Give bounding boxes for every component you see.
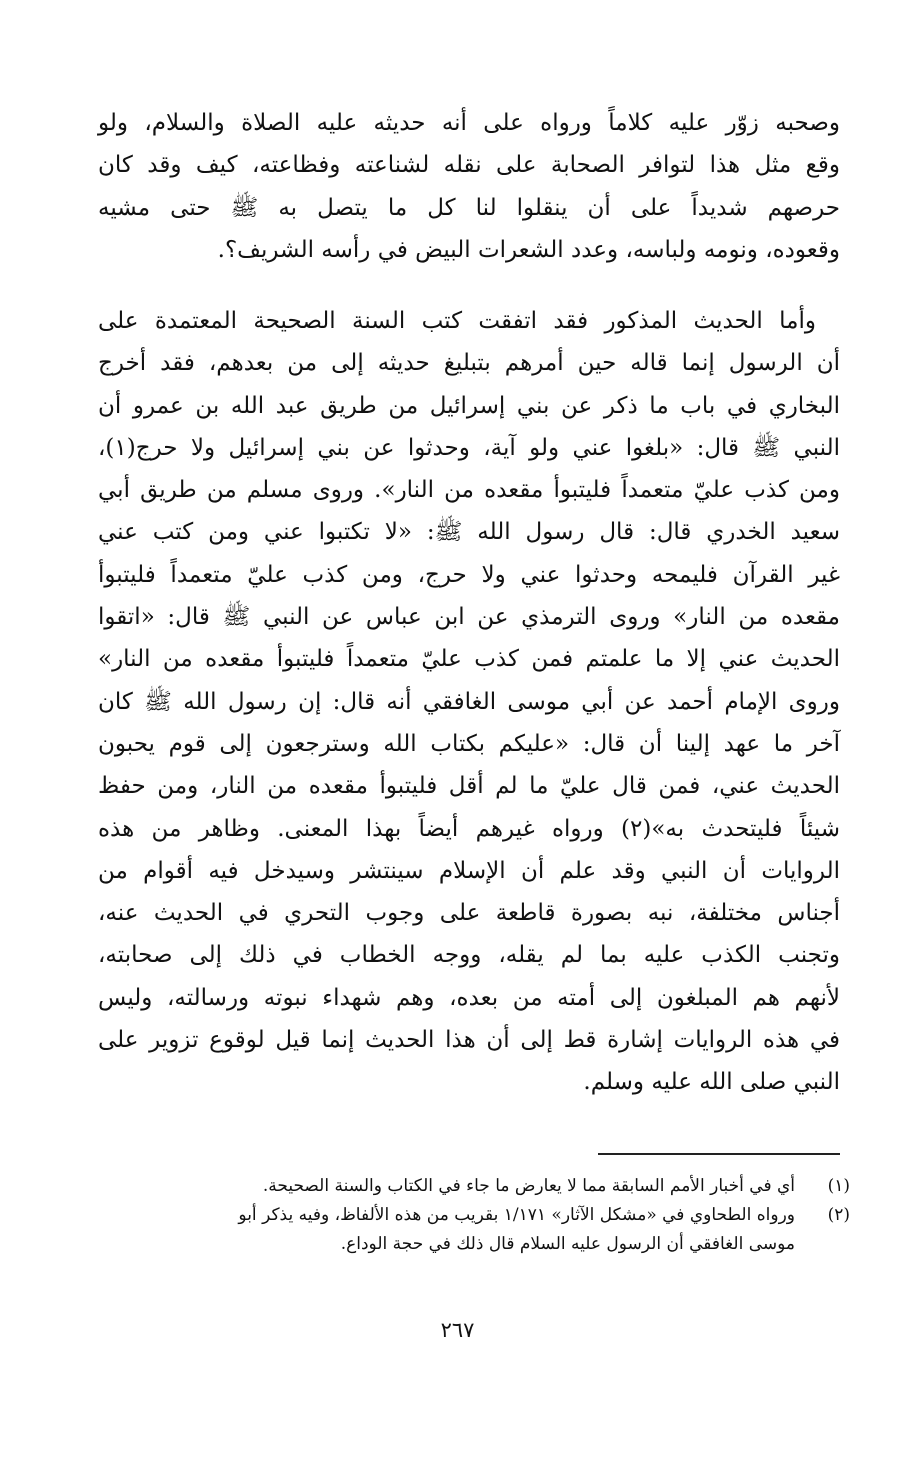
paragraph-2 xyxy=(98,300,840,1104)
text-line: الحديث عني، فمن قال عليّ ما لم أقل فليتبوأ مقعده من النار، ومن حفظ xyxy=(98,773,840,800)
footnote-number: (٢) xyxy=(827,1205,850,1225)
text-line: البخاري في باب ما ذكر عن بني إسرائيل من طريق عبد الله بن عمرو أن xyxy=(98,392,840,419)
text-line: ومن كذب عليّ متعمداً فليتبوأ مقعده من النار». وروى مسلم من طريق أبي xyxy=(98,477,840,504)
footnotes xyxy=(98,1172,850,1259)
text-line: وروى الإمام أحمد عن أبي موسى الغافقي أنه قال: إن رسول الله ﷺ كان xyxy=(98,688,840,715)
text-line: وأما الحديث المذكور فقد اتفقت كتب السنة الصحيحة المعتمدة على xyxy=(98,308,816,334)
text-line: غير القرآن فليمحه وحدثوا عني ولا حرج، ومن كذب عليّ متعمداً فليتبوأ xyxy=(98,561,840,588)
footnote-2 xyxy=(98,1201,850,1259)
text-line: النبي صلى الله عليه وسلم. xyxy=(583,1069,840,1096)
footnote-text: ورواه الطحاوي في «مشكل الآثار» ١/١٧١ بقريب من هذه الألفاظ، وفيه يذكر أبو xyxy=(238,1205,795,1225)
footnote-1 xyxy=(98,1172,850,1201)
text-line: لأنهم هم المبلغون إلى أمته من بعده، وهم شهداء نبوته ورسالته، وليس xyxy=(98,984,840,1011)
paragraph-1 xyxy=(98,102,840,271)
footnote-number: (١) xyxy=(827,1176,850,1196)
text-line: مقعده من النار» وروى الترمذي عن ابن عباس عن النبي ﷺ قال: «اتقوا xyxy=(98,604,840,631)
text-line: آخر ما عهد إلينا أن قال: «عليكم بكتاب الله وسترجعون إلى قوم يحبون xyxy=(98,730,840,757)
text-line: أن الرسول إنما قاله حين أمرهم بتبليغ حديثه إلى من بعدهم، فقد أخرج xyxy=(98,350,840,377)
text-line: وقع مثل هذا لتوافر الصحابة على نقله لشناعته وفظاعته، كيف وقد كان xyxy=(98,152,840,179)
text-line: سعيد الخدري قال: قال رسول الله ﷺ: «لا تكتبوا عني ومن كتب عني xyxy=(98,519,840,546)
text-line: في هذه الروايات إشارة قط إلى أن هذا الحديث إنما قيل لوقوع تزوير على xyxy=(98,1027,840,1054)
text-line: وقعوده، ونومه ولباسه، وعدد الشعرات البيض في رأسه الشريف؟. xyxy=(217,236,840,263)
text-line: الحديث عني إلا ما علمتم فمن كذب عليّ متعمداً فليتبوأ مقعده من النار» xyxy=(98,646,840,673)
text-line: شيئاً فليتحدث به»(٢) ورواه غيرهم أيضاً بهذا المعنى. وظاهر من هذه xyxy=(98,815,841,842)
text-line: النبي ﷺ قال: «بلغوا عني ولو آية، وحدثوا عن بني إسرائيل ولا حرج(١)، xyxy=(98,434,840,461)
text-line: حرصهم شديداً على أن ينقلوا لنا كل ما يتصل به ﷺ حتى مشيه xyxy=(98,194,840,221)
footnote-separator xyxy=(598,1153,840,1155)
page-number: ٢٦٧ xyxy=(440,1318,475,1342)
footnote-text: موسى الغافقي أن الرسول عليه السلام قال ذلك في حجة الوداع. xyxy=(340,1234,795,1254)
footnote-text: أي في أخبار الأمم السابقة مما لا يعارض ما جاء في الكتاب والسنة الصحيحة. xyxy=(262,1176,795,1196)
text-line: أجناس مختلفة، نبه بصورة قاطعة على وجوب التحري في الحديث عنه، xyxy=(98,900,840,927)
text-line: وصحبه زوّر عليه كلاماً ورواه على أنه حديثه عليه الصلاة والسلام، ولو xyxy=(98,110,840,136)
text-line: الروايات أن النبي وقد علم أن الإسلام سينتشر وسيدخل فيه أقوام من xyxy=(98,857,840,884)
text-line: وتجنب الكذب عليه بما لم يقله، ووجه الخطاب في ذلك إلى صحابته، xyxy=(98,942,840,969)
